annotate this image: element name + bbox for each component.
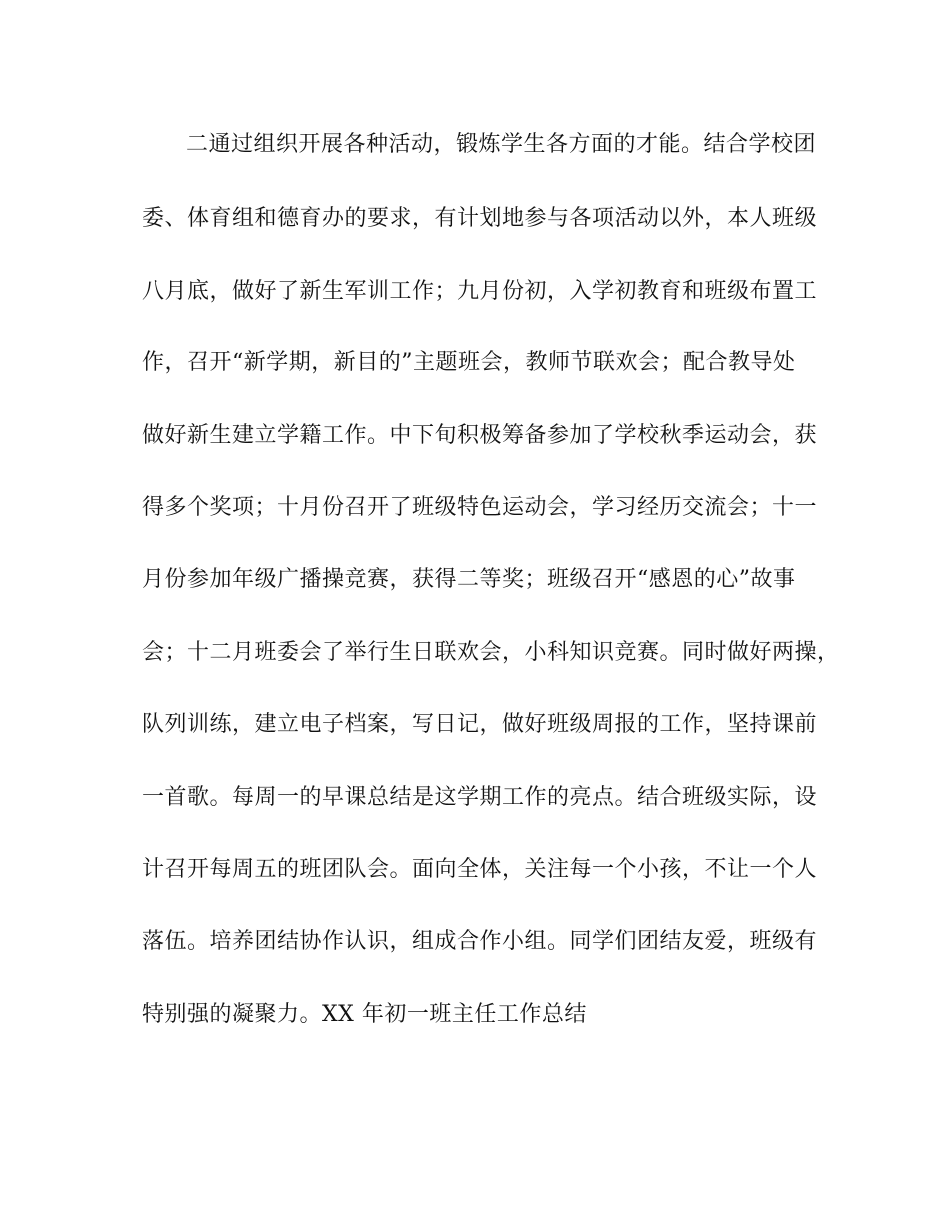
paragraph-line-5: 做好新生建立学籍工作。中下旬积极筹备参加了学校秋季运动会，获 — [142, 423, 818, 448]
paragraph-line-4: 作，召开“新学期，新目的”主题班会，教师节联欢会；配合教导处 — [142, 350, 796, 375]
paragraph-line-8: 会；十二月班委会了举行生日联欢会，小科知识竞赛。同时做好两操， — [142, 640, 840, 665]
paragraph-line-3: 八月底，做好了新生军训工作；九月份初，入学初教育和班级布置工 — [142, 279, 818, 304]
paragraph-line-11: 计召开每周五的班团队会。面向全体，关注每一个小孩，不让一个人 — [142, 857, 818, 882]
paragraph-line-13: 特别强的凝聚力。XX 年初一班主任工作总结 — [142, 1002, 587, 1027]
paragraph-line-1: 二通过组织开展各种活动，锻炼学生各方面的才能。结合学校团 — [186, 132, 817, 157]
paragraph-line-12: 落伍。培养团结协作认识，组成合作小组。同学们团结友爱，班级有 — [142, 929, 818, 954]
paragraph-line-9: 队列训练，建立电子档案，写日记，做好班级周报的工作，坚持课前 — [142, 712, 818, 737]
paragraph-line-7: 月份参加年级广播操竞赛，获得二等奖；班级召开“感恩的心”故事 — [142, 567, 796, 592]
paragraph-line-2: 委、体育组和德育办的要求，有计划地参与各项活动以外，本人班级 — [142, 206, 818, 231]
paragraph-line-10: 一首歌。每周一的早课总结是这学期工作的亮点。结合班级实际，设 — [142, 785, 818, 810]
paragraph-line-6: 得多个奖项；十月份召开了班级特色运动会，学习经历交流会；十一 — [142, 495, 818, 520]
